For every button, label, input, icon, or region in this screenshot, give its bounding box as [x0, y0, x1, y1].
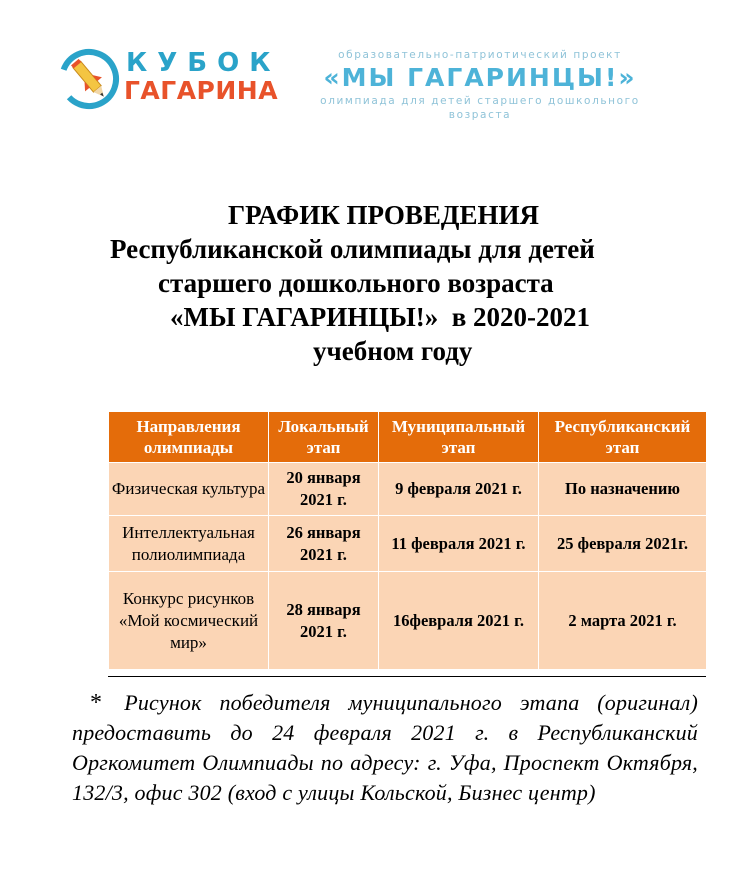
- title-line-5: учебном году: [313, 336, 473, 366]
- table-cell: Конкурс рисунков «Мой космический мир»: [109, 572, 269, 670]
- table-row: [109, 572, 707, 670]
- column-header: Локальный этап: [269, 412, 379, 463]
- table-cell: 25 февраля 2021г.: [539, 516, 707, 572]
- title-line-4: «МЫ ГАГАРИНЦЫ!» в 2020-2021: [170, 302, 591, 332]
- project-subtitle-top: образовательно-патриотический проект: [338, 49, 622, 61]
- table-row: [109, 463, 707, 516]
- table-cell: 9 февраля 2021 г.: [379, 463, 539, 516]
- table-cell: Физическая культура: [109, 463, 269, 516]
- logo-gagarina-text: ГАГАРИНА: [124, 76, 279, 105]
- column-header: Республиканский этап: [539, 412, 707, 463]
- table-cell: По назначению: [539, 463, 707, 516]
- project-name: «МЫ ГАГАРИНЦЫ!»: [323, 63, 637, 92]
- table-cell: 11 февраля 2021 г.: [379, 516, 539, 572]
- table-cell: 2 марта 2021 г.: [539, 572, 707, 670]
- pencil-rocket-icon: [58, 48, 120, 110]
- table-bottom-rule: [108, 676, 706, 677]
- table-cell: 28 января 2021 г.: [269, 572, 379, 670]
- footnote-text: Рисунок победителя муниципального этапа (оригинал) предоставить до 24 февраля 2021 г. в Республиканский Оргкомитет Олимпиады по адресу: г. Уфа, Проспект Октября, 132/3, офис 302 (вход с улицы Кольской, Бизнес центр): [72, 690, 698, 805]
- table-cell: 20 января 2021 г.: [269, 463, 379, 516]
- project-subtitle-bottom: олимпиада для детей старшего дошкольного возраста: [320, 95, 640, 121]
- footnote: [72, 688, 698, 808]
- asterisk: *: [90, 690, 103, 716]
- table-header-row: [109, 412, 707, 463]
- table-cell: 16февраля 2021 г.: [379, 572, 539, 670]
- title-line-1: ГРАФИК ПРОВЕДЕНИЯ: [228, 200, 539, 230]
- table-cell: 26 января 2021 г.: [269, 516, 379, 572]
- column-header: Муниципальный этап: [379, 412, 539, 463]
- title-line-3: старшего дошкольного возраста: [158, 268, 554, 298]
- column-header: Направления олимпиады: [109, 412, 269, 463]
- logo-kubok-text: КУБОК: [126, 48, 281, 78]
- table-row: [109, 516, 707, 572]
- kubok-gagarina-logo: [58, 48, 280, 110]
- table-cell: Интеллектуальная полиолимпиада: [109, 516, 269, 572]
- document-title: [60, 198, 700, 368]
- project-logo: [290, 48, 670, 121]
- schedule-table: [108, 411, 707, 670]
- title-line-2: Республиканской олимпиады для детей: [110, 234, 595, 264]
